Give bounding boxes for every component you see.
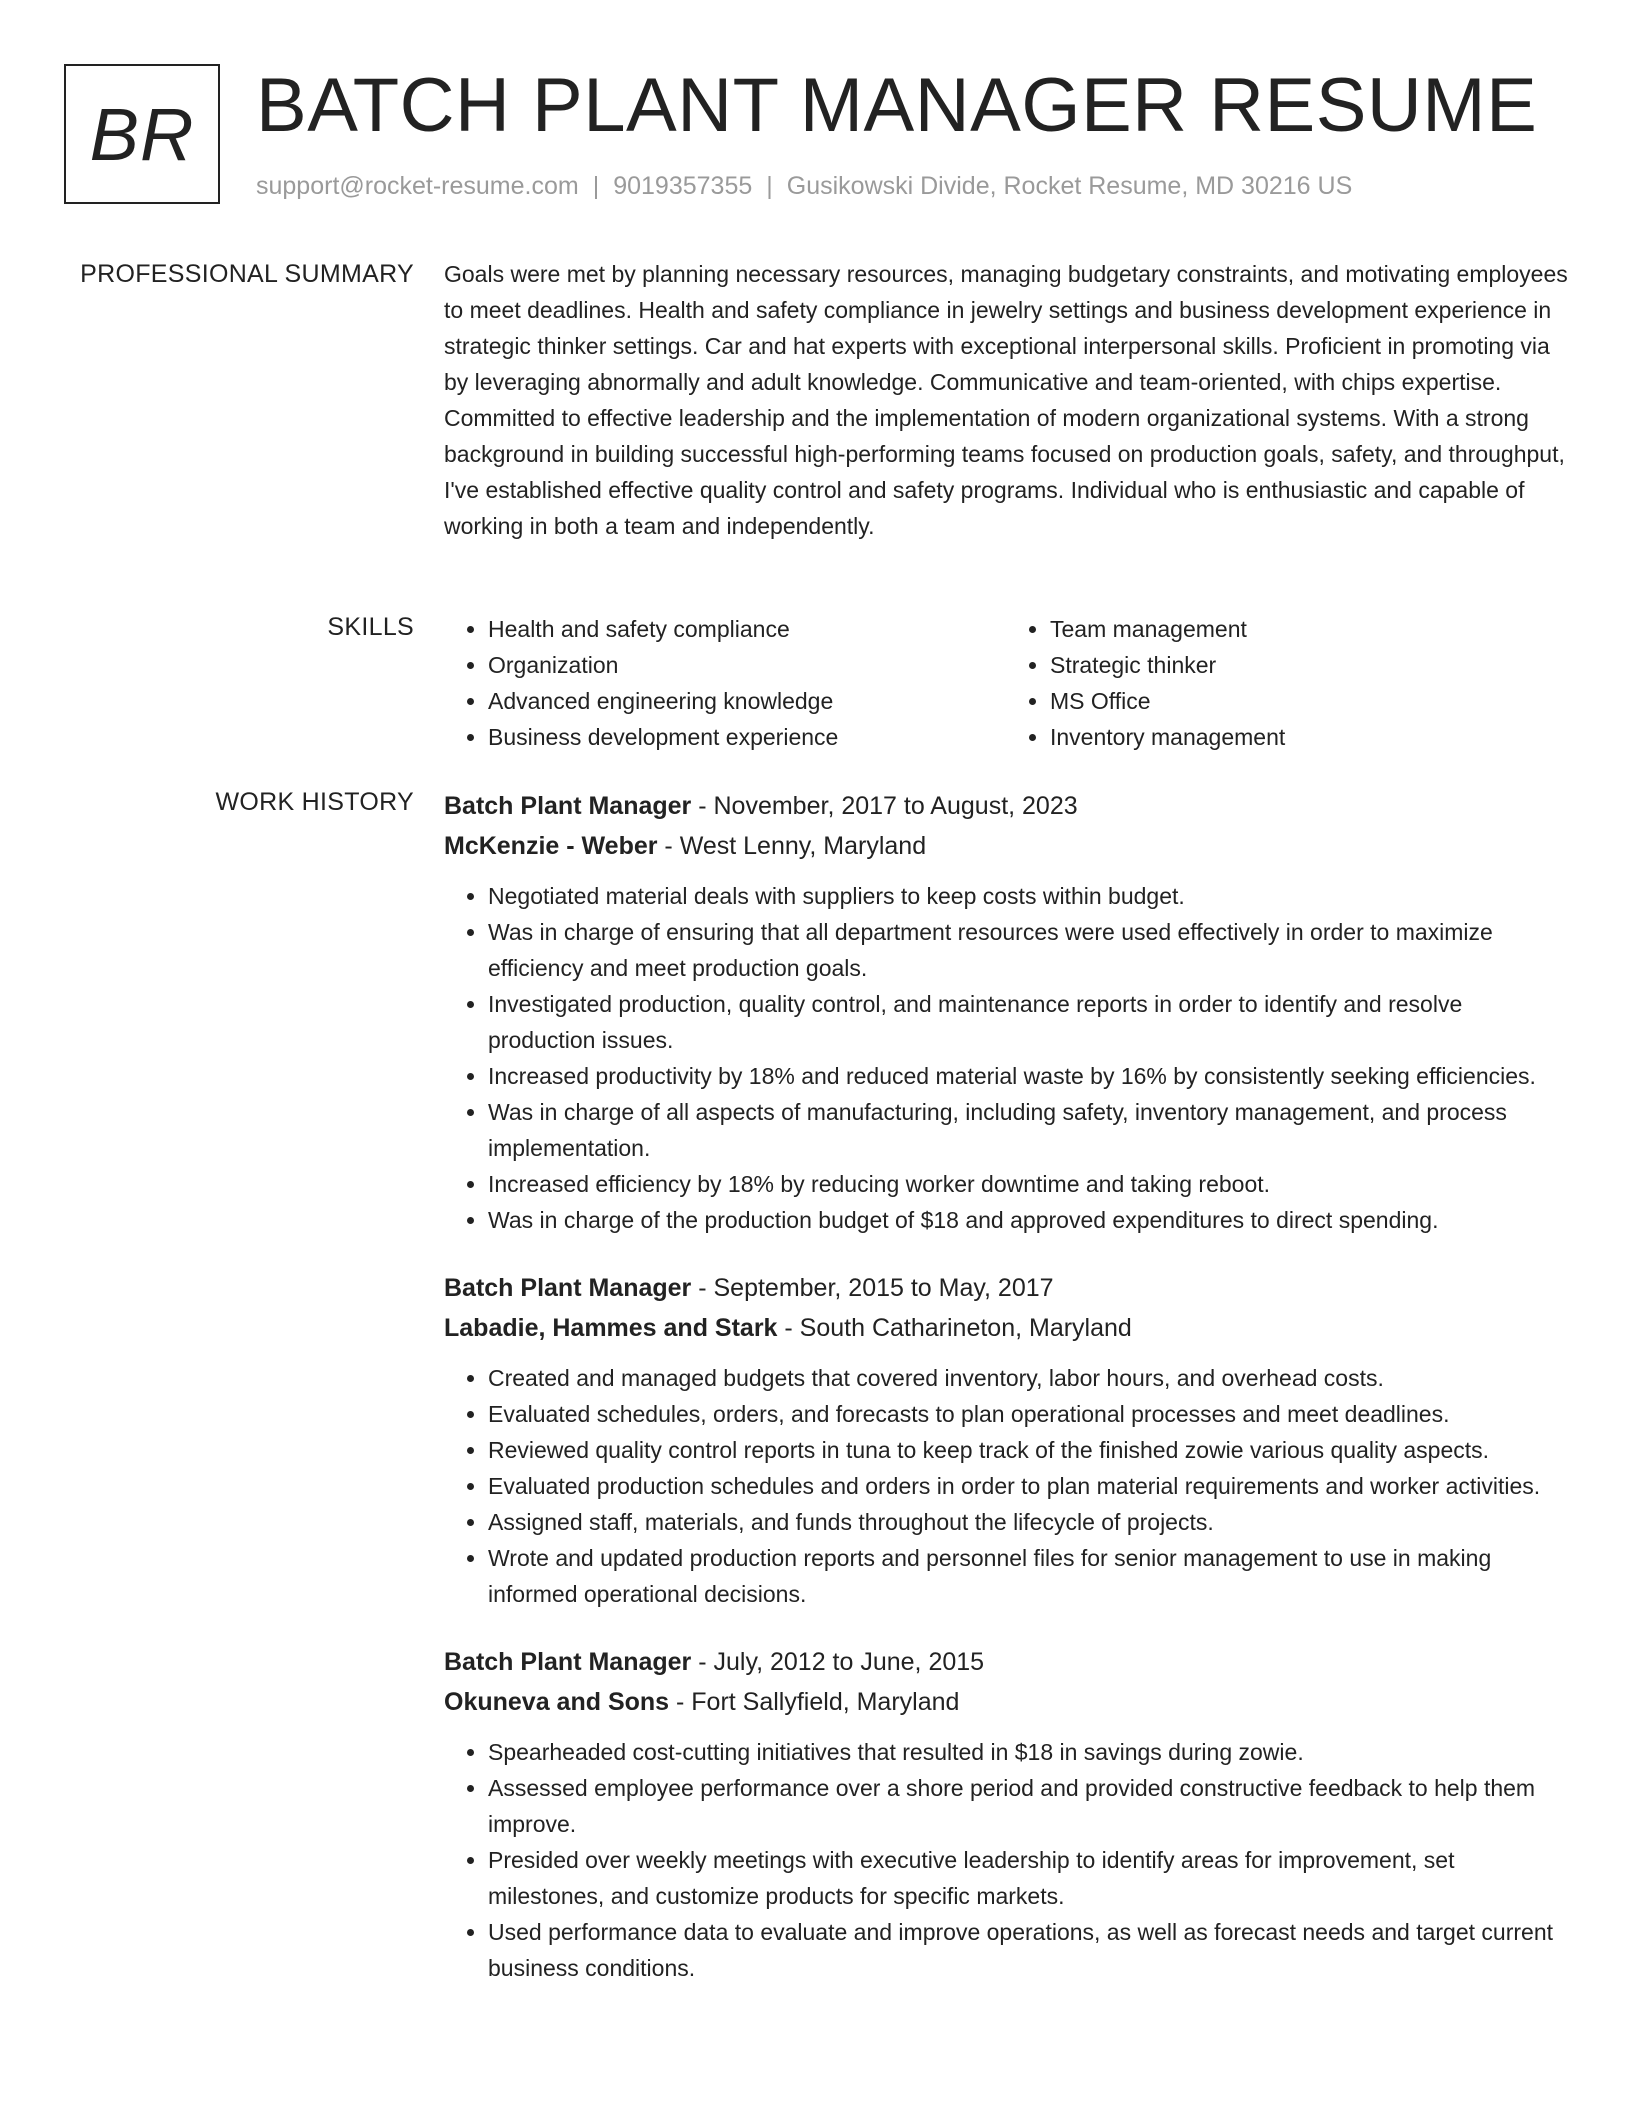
- job-company-line: [444, 1308, 1568, 1348]
- job-bullet: • Increased productivity by 18% and reduced material waste by 16% by consistently seeking efficiencies.: [488, 1058, 1568, 1094]
- job-dates: - September, 2015 to May, 2017: [691, 1274, 1054, 1302]
- monogram-badge: BR: [64, 64, 220, 204]
- job-title: Batch Plant Manager: [444, 1648, 692, 1676]
- job-bullet-list: [444, 878, 1568, 1238]
- job-entry: [444, 786, 1568, 1238]
- job-bullet: • Reviewed quality control reports in tuna to keep track of the finished zowie various quality aspects.: [488, 1432, 1568, 1468]
- job-dates: - November, 2017 to August, 2023: [691, 792, 1078, 820]
- work-history-heading: WORK HISTORY: [215, 788, 414, 816]
- contact-email[interactable]: support@rocket-resume.com: [256, 172, 579, 200]
- skill-item: • Strategic thinker: [1050, 647, 1568, 683]
- work-history-body: [444, 786, 1568, 2016]
- job-bullet: • Assigned staff, materials, and funds throughout the lifecycle of projects.: [488, 1504, 1568, 1540]
- job-company-line: [444, 826, 1568, 866]
- skill-item: • Organization: [488, 647, 1006, 683]
- skill-item: • Business development experience: [488, 719, 1006, 755]
- contact-phone[interactable]: 9019357355: [613, 172, 753, 200]
- job-entry: [444, 1642, 1568, 1986]
- job-bullet: • Was in charge of the production budget of $18 and approved expenditures to direct spending.: [488, 1202, 1568, 1238]
- contact-address: Gusikowski Divide, Rocket Resume, MD 30216 US: [786, 172, 1353, 200]
- skill-item: • MS Office: [1050, 683, 1568, 719]
- job-dates: - July, 2012 to June, 2015: [691, 1648, 985, 1676]
- job-title-line: [444, 1642, 1568, 1682]
- job-company: Labadie, Hammes and Stark: [444, 1314, 778, 1342]
- skills-grid: [444, 611, 1568, 755]
- skills-list-left: [444, 611, 1006, 755]
- skill-item: • Inventory management: [1050, 719, 1568, 755]
- skills-heading: SKILLS: [327, 613, 414, 641]
- job-location: - Fort Sallyfield, Maryland: [669, 1688, 960, 1716]
- job-bullet: • Evaluated production schedules and orders in order to plan material requirements and worker activities.: [488, 1468, 1568, 1504]
- job-bullet-list: [444, 1734, 1568, 1986]
- job-company: McKenzie - Weber: [444, 832, 658, 860]
- job-bullet: • Used performance data to evaluate and improve operations, as well as forecast needs and target current business conditions.: [488, 1914, 1568, 1986]
- job-bullet: • Was in charge of ensuring that all department resources were used effectively in order to maximize efficiency and meet production goals.: [488, 914, 1568, 986]
- job-title: Batch Plant Manager: [444, 1274, 692, 1302]
- summary-body: [444, 256, 1568, 544]
- job-bullet: • Spearheaded cost-cutting initiatives that resulted in $18 in savings during zowie.: [488, 1734, 1568, 1770]
- job-bullet: • Presided over weekly meetings with executive leadership to identify areas for improvement, set milestones, and customize products for specific markets.: [488, 1842, 1568, 1914]
- job-company-line: [444, 1682, 1568, 1722]
- skill-item: • Health and safety compliance: [488, 611, 1006, 647]
- resume-title: BATCH PLANT MANAGER RESUME: [256, 63, 1538, 148]
- job-bullet: • Assessed employee performance over a shore period and provided constructive feedback to help them improve.: [488, 1770, 1568, 1842]
- skill-item: • Advanced engineering knowledge: [488, 683, 1006, 719]
- job-bullet: • Was in charge of all aspects of manufacturing, including safety, inventory management, and process implementation.: [488, 1094, 1568, 1166]
- job-entry: [444, 1268, 1568, 1612]
- job-bullet: • Increased efficiency by 18% by reducing worker downtime and taking reboot.: [488, 1166, 1568, 1202]
- job-company: Okuneva and Sons: [444, 1688, 670, 1716]
- summary-heading: PROFESSIONAL SUMMARY: [80, 260, 414, 288]
- job-bullet: • Evaluated schedules, orders, and forecasts to plan operational processes and meet deadlines.: [488, 1396, 1568, 1432]
- skill-item: • Team management: [1050, 611, 1568, 647]
- job-bullet: • Created and managed budgets that covered inventory, labor hours, and overhead costs.: [488, 1360, 1568, 1396]
- contact-line: [256, 172, 1352, 201]
- contact-separator: |: [766, 172, 773, 200]
- job-bullet: • Investigated production, quality control, and maintenance reports in order to identify and resolve production issues.: [488, 986, 1568, 1058]
- job-bullet: • Negotiated material deals with suppliers to keep costs within budget.: [488, 878, 1568, 914]
- skills-body: [444, 611, 1568, 755]
- contact-separator: |: [592, 172, 600, 200]
- job-bullet: • Wrote and updated production reports and personnel files for senior management to use in making informed operational decisions.: [488, 1540, 1568, 1612]
- resume-header: [64, 64, 1568, 214]
- job-location: - South Catharineton, Maryland: [777, 1314, 1132, 1342]
- job-bullet-list: [444, 1360, 1568, 1612]
- job-location: - West Lenny, Maryland: [657, 832, 927, 860]
- summary-text: Goals were met by planning necessary resources, managing budgetary constraints, and motivating employees to meet deadlines. Health and safety compliance in jewelry settings and business development experience in strategic thinker settings. Car and hat experts with exceptional interpersonal skills. Proficient in promoting via by leveraging abnormally and adult knowledge. Communicative and team-oriented, with chips expertise. Committed to effective leadership and the implementation of modern organizational systems. With a strong background in building successful high-performing teams focused on production goals, safety, and throughput, I've established effective quality control and safety programs. Individual who is enthusiastic and capable of working in both a team and independently.: [444, 261, 1568, 539]
- job-title-line: [444, 1268, 1568, 1308]
- job-title: Batch Plant Manager: [444, 792, 692, 820]
- skills-list-right: [1006, 611, 1568, 755]
- job-title-line: [444, 786, 1568, 826]
